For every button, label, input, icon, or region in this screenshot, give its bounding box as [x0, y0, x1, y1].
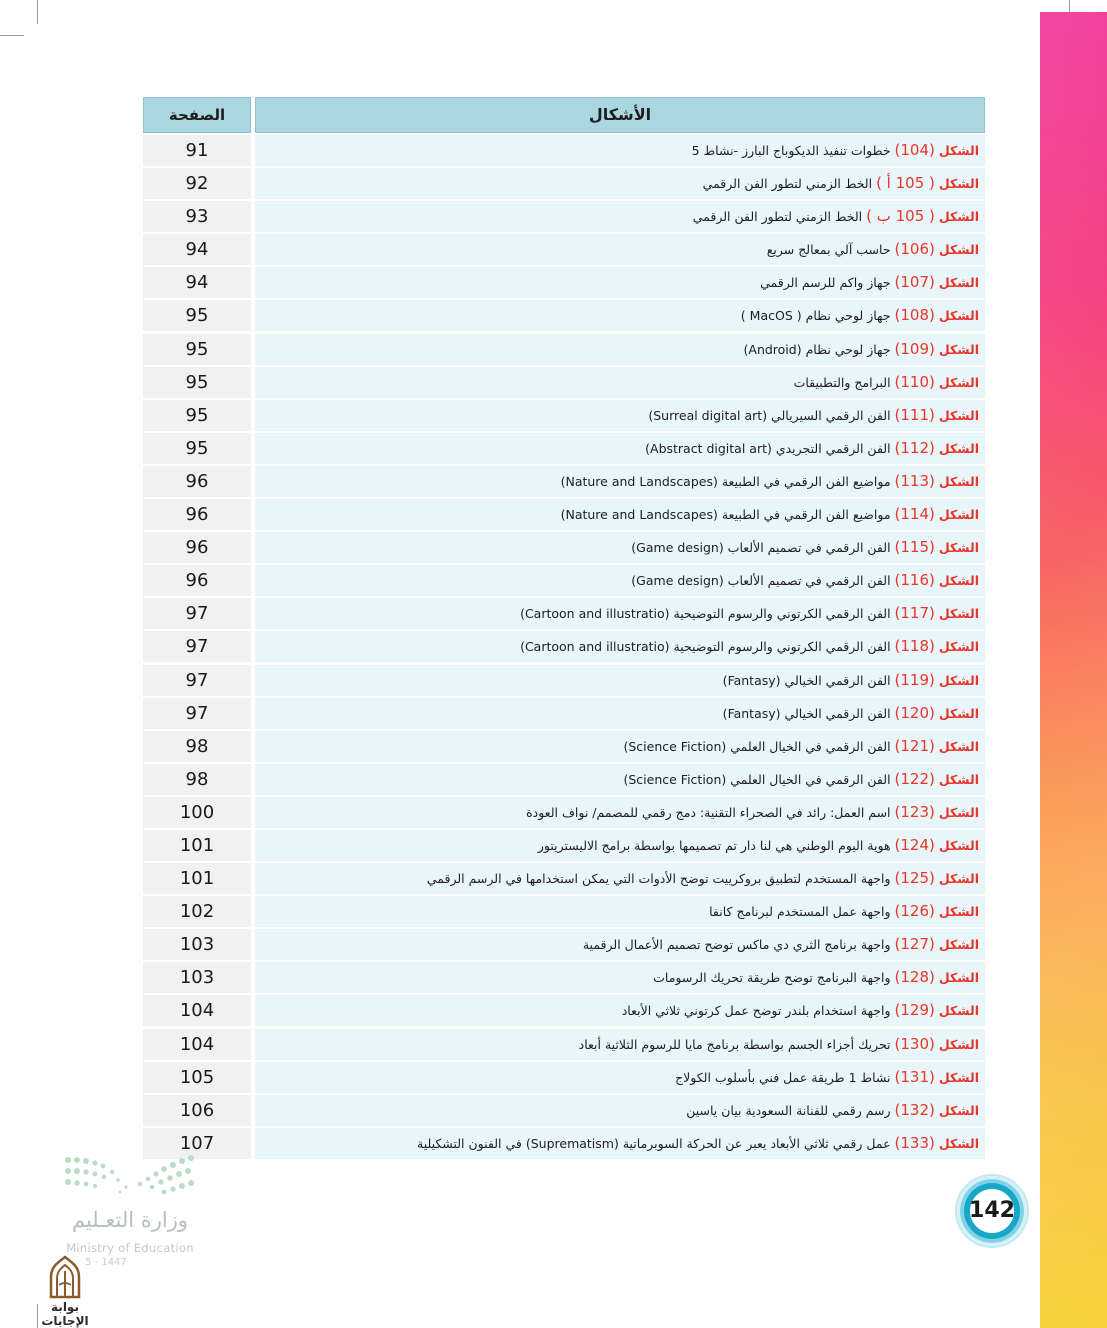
- figure-title: الفن الرقمي الخيالي (Fantasy): [722, 672, 891, 688]
- figure-number: (120): [894, 703, 935, 722]
- figure-number: (125): [894, 869, 935, 888]
- figure-cell: [255, 334, 985, 365]
- figure-cell: [255, 367, 985, 398]
- figure-cell: [255, 962, 985, 993]
- figure-number: ( 105 أ ): [876, 174, 935, 193]
- figure-title: الفن الرقمي الكرتوني والرسوم التوضيحية (Cartoon and illustratio): [520, 639, 891, 655]
- figure-label: الشكل: [938, 573, 979, 589]
- table-row: [143, 400, 985, 431]
- table-row: [143, 698, 985, 729]
- table-row: [143, 1128, 985, 1159]
- table-row: [143, 334, 985, 365]
- figure-number: (130): [894, 1034, 935, 1053]
- figure-title: واجهة المستخدم لتطبيق بروكرييت توضح الأدوات التي يمكن استخدامها في الرسم الرقمي: [426, 871, 891, 887]
- table-row: [143, 168, 985, 199]
- figures-column-header: الأشكال: [255, 97, 985, 133]
- figure-cell: [255, 797, 985, 828]
- figure-title: الفن الرقمي السيريالي (Surreal digital art): [648, 407, 891, 423]
- figure-cell: [255, 731, 985, 762]
- table-row: [143, 830, 985, 861]
- crop-mark: [37, 0, 38, 24]
- figure-label: الشكل: [938, 1036, 979, 1052]
- figure-title: حاسب آلي بمعالج سريع: [766, 242, 891, 258]
- figure-title: جهاز لوحي نظام ( MacOS ): [740, 308, 891, 324]
- figure-title: واجهة برنامج الثري دي ماكس توضح تصميم الأعمال الرقمية: [582, 937, 891, 953]
- figure-number: ( 105 ب ): [866, 207, 935, 226]
- page-cell: 101: [143, 863, 251, 894]
- table-row: [143, 631, 985, 662]
- figure-number: (114): [894, 505, 935, 524]
- page-cell: 97: [143, 598, 251, 629]
- figure-number: (116): [894, 571, 935, 590]
- page-cell: 95: [143, 367, 251, 398]
- page-cell: 97: [143, 698, 251, 729]
- page-cell: 93: [143, 201, 251, 232]
- figure-label: الشكل: [938, 1102, 979, 1118]
- figure-cell: [255, 995, 985, 1026]
- table-row: [143, 300, 985, 331]
- figure-cell: [255, 499, 985, 530]
- ministry-name-english: Ministry of Education: [66, 1241, 194, 1255]
- table-row: [143, 433, 985, 464]
- figure-title: الخط الزمني لتطور الفن الرقمي: [702, 176, 873, 192]
- figure-title: الخط الزمني لتطور الفن الرقمي: [692, 209, 863, 225]
- page-cell: 107: [143, 1128, 251, 1159]
- table-row: [143, 1095, 985, 1126]
- figure-title: رسم رقمي للفنانة السعودية بيان ياسين: [686, 1102, 891, 1118]
- figure-label: الشكل: [938, 672, 979, 688]
- page-cell: 97: [143, 665, 251, 696]
- page-number: 142: [969, 1198, 1015, 1223]
- figure-title: الفن الرقمي في الخيال العلمي (Science Fiction): [623, 771, 891, 787]
- figure-label: الشكل: [938, 407, 979, 423]
- figure-cell: [255, 863, 985, 894]
- figure-label: الشكل: [938, 176, 979, 192]
- figure-label: الشكل: [938, 473, 979, 489]
- table-row: [143, 135, 985, 166]
- table-row: [143, 201, 985, 232]
- figure-label: الشكل: [938, 904, 979, 920]
- figure-cell: [255, 598, 985, 629]
- figure-number: (117): [894, 604, 935, 623]
- figure-cell: [255, 234, 985, 265]
- table-row: [143, 1029, 985, 1060]
- figure-title: تحريك أجزاء الجسم بواسطة برنامج مايا للرسوم الثلاثية أبعاد: [578, 1036, 891, 1052]
- figure-number: (127): [894, 935, 935, 954]
- figure-number: (111): [894, 405, 935, 424]
- figure-label: الشكل: [938, 639, 979, 655]
- figure-title: مواضيع الفن الرقمي في الطبيعة (Nature and Landscapes): [560, 473, 891, 489]
- figure-label: الشكل: [938, 937, 979, 953]
- figure-number: (113): [894, 471, 935, 490]
- page-cell: 92: [143, 168, 251, 199]
- table-row: [143, 367, 985, 398]
- page-cell: 91: [143, 135, 251, 166]
- page-cell: 96: [143, 565, 251, 596]
- page-cell: 96: [143, 532, 251, 563]
- figure-cell: [255, 896, 985, 927]
- figure-number: (106): [894, 240, 935, 259]
- figure-label: الشكل: [938, 871, 979, 887]
- answers-portal-logo-icon: [45, 1255, 85, 1300]
- table-row: [143, 797, 985, 828]
- figure-label: الشكل: [938, 970, 979, 986]
- table-row: [143, 665, 985, 696]
- figure-title: واجهة استخدام بلندر توضح عمل كرتوني ثلاثي الأبعاد: [621, 1003, 891, 1019]
- table-row: [143, 499, 985, 530]
- figure-label: الشكل: [938, 1135, 979, 1151]
- figure-number: (124): [894, 835, 935, 854]
- figure-title: مواضيع الفن الرقمي في الطبيعة (Nature and Landscapes): [560, 507, 891, 523]
- page-cell: 103: [143, 929, 251, 960]
- page-cell: 94: [143, 234, 251, 265]
- figure-number: (119): [894, 670, 935, 689]
- figure-label: الشكل: [938, 1069, 979, 1085]
- figure-cell: [255, 830, 985, 861]
- figure-number: (112): [894, 438, 935, 457]
- ministry-name-arabic: وزارة التعـليم: [71, 1208, 189, 1232]
- page-cell: 96: [143, 466, 251, 497]
- figures-index-table: [143, 97, 985, 1161]
- answers-portal-watermark: بوابة الإجابات: [41, 1300, 89, 1328]
- figure-cell: [255, 135, 985, 166]
- figure-number: (110): [894, 372, 935, 391]
- figure-title: خطوات تنفيذ الديكوباج البارز -نشاط 5: [691, 143, 891, 158]
- table-row: [143, 962, 985, 993]
- figure-number: (104): [894, 141, 935, 159]
- figure-label: الشكل: [938, 1003, 979, 1019]
- figure-title: جهاز واكم للرسم الرقمي: [760, 275, 891, 291]
- decorative-side-strip: [1040, 12, 1107, 1328]
- figure-cell: [255, 466, 985, 497]
- figure-cell: [255, 168, 985, 199]
- figure-cell: [255, 565, 985, 596]
- page-cell: 95: [143, 300, 251, 331]
- table-row: [143, 234, 985, 265]
- figure-label: الشكل: [938, 705, 979, 721]
- table-header: [143, 97, 985, 133]
- table-row: [143, 896, 985, 927]
- figure-cell: [255, 1128, 985, 1159]
- figure-label: الشكل: [938, 771, 979, 787]
- figure-title: الفن الرقمي في تصميم الألعاب (Game design): [631, 573, 891, 589]
- table-row: [143, 267, 985, 298]
- figure-number: (108): [894, 306, 935, 325]
- figure-label: الشكل: [938, 374, 979, 390]
- table-row: [143, 929, 985, 960]
- figure-number: (121): [894, 736, 935, 755]
- figure-number: (109): [894, 339, 935, 358]
- table-row: [143, 532, 985, 563]
- table-row: [143, 466, 985, 497]
- figure-cell: [255, 433, 985, 464]
- figure-label: الشكل: [938, 804, 979, 820]
- page-cell: 101: [143, 830, 251, 861]
- figure-label: الشكل: [938, 837, 979, 853]
- figure-label: الشكل: [938, 606, 979, 622]
- figure-number: (107): [894, 273, 935, 292]
- ministry-logo-dots-icon: [60, 1152, 200, 1202]
- page-cell: 95: [143, 433, 251, 464]
- figure-label: الشكل: [938, 341, 979, 357]
- page-cell: 104: [143, 1029, 251, 1060]
- page-cell: 105: [143, 1062, 251, 1093]
- table-row: [143, 565, 985, 596]
- figure-cell: [255, 400, 985, 431]
- table-body: [143, 135, 985, 1159]
- figure-title: هوية اليوم الوطني هي لنا دار تم تصميمها بواسطة برامج الاليستريتور: [537, 837, 891, 853]
- figure-cell: [255, 1029, 985, 1060]
- table-row: [143, 731, 985, 762]
- figure-label: الشكل: [938, 275, 979, 291]
- figure-label: الشكل: [938, 242, 979, 258]
- figure-label: الشكل: [938, 308, 979, 324]
- figure-number: (133): [894, 1133, 935, 1152]
- page-cell: 103: [143, 962, 251, 993]
- table-row: [143, 598, 985, 629]
- page-column-header: الصفحة: [143, 97, 251, 133]
- figure-label: الشكل: [938, 440, 979, 456]
- figure-label: الشكل: [938, 143, 979, 158]
- page-cell: 96: [143, 499, 251, 530]
- figure-title: الفن الرقمي التجريدي (Abstract digital art): [645, 440, 891, 456]
- figure-cell: [255, 1095, 985, 1126]
- figure-cell: [255, 1062, 985, 1093]
- figure-cell: [255, 300, 985, 331]
- page-cell: 104: [143, 995, 251, 1026]
- crop-mark: [0, 35, 24, 36]
- figure-cell: [255, 698, 985, 729]
- figure-title: واجهة البرنامج توضح طريقة تحريك الرسومات: [653, 970, 891, 986]
- page-cell: 98: [143, 731, 251, 762]
- figure-number: (115): [894, 538, 935, 557]
- figure-title: واجهة عمل المستخدم لبرنامج كانفا: [709, 904, 891, 920]
- figure-number: (128): [894, 968, 935, 987]
- figure-title: اسم العمل: رائد في الصحراء التقنية: دمج رقمي للمصمم/ نواف العودة: [526, 804, 891, 820]
- figure-number: (132): [894, 1100, 935, 1119]
- figure-label: الشكل: [938, 209, 979, 225]
- figure-cell: [255, 764, 985, 795]
- figure-number: (126): [894, 902, 935, 921]
- figure-cell: [255, 929, 985, 960]
- figure-number: (118): [894, 637, 935, 656]
- figure-cell: [255, 631, 985, 662]
- figure-number: (123): [894, 802, 935, 821]
- page-cell: 95: [143, 400, 251, 431]
- figure-number: (122): [894, 769, 935, 788]
- page-cell: 95: [143, 334, 251, 365]
- figure-label: الشكل: [938, 540, 979, 556]
- page-cell: 100: [143, 797, 251, 828]
- figure-number: (129): [894, 1001, 935, 1020]
- figure-title: الفن الرقمي الكرتوني والرسوم التوضيحية (Cartoon and illustratio): [520, 606, 891, 622]
- page-cell: 102: [143, 896, 251, 927]
- figure-cell: [255, 532, 985, 563]
- figure-cell: [255, 201, 985, 232]
- ministry-year: 5 - 1447: [85, 1257, 127, 1268]
- table-row: [143, 1062, 985, 1093]
- figure-label: الشكل: [938, 738, 979, 754]
- page-number-badge: [957, 1176, 1027, 1246]
- figure-cell: [255, 267, 985, 298]
- page-cell: 94: [143, 267, 251, 298]
- figure-title: الفن الرقمي الخيالي (Fantasy): [722, 705, 891, 721]
- figure-title: جهاز لوحي نظام (Android): [743, 341, 891, 357]
- page-cell: 97: [143, 631, 251, 662]
- page-cell: 98: [143, 764, 251, 795]
- table-row: [143, 764, 985, 795]
- figure-number: (131): [894, 1067, 935, 1086]
- figure-title: عمل رقمي ثلاثي الأبعاد يعبر عن الحركة السوبرماتية (Suprematism) في الفنون التشكيلية: [417, 1135, 891, 1151]
- figure-title: البرامج والتطبيقات: [793, 374, 891, 390]
- figure-title: الفن الرقمي في الخيال العلمي (Science Fiction): [623, 738, 891, 754]
- figure-cell: [255, 665, 985, 696]
- figure-title: الفن الرقمي في تصميم الألعاب (Game design): [631, 540, 891, 556]
- figure-label: الشكل: [938, 507, 979, 523]
- table-row: [143, 863, 985, 894]
- page-cell: 106: [143, 1095, 251, 1126]
- table-row: [143, 995, 985, 1026]
- figure-title: نشاط 1 طريقة عمل فني بأسلوب الكولاج: [675, 1069, 891, 1085]
